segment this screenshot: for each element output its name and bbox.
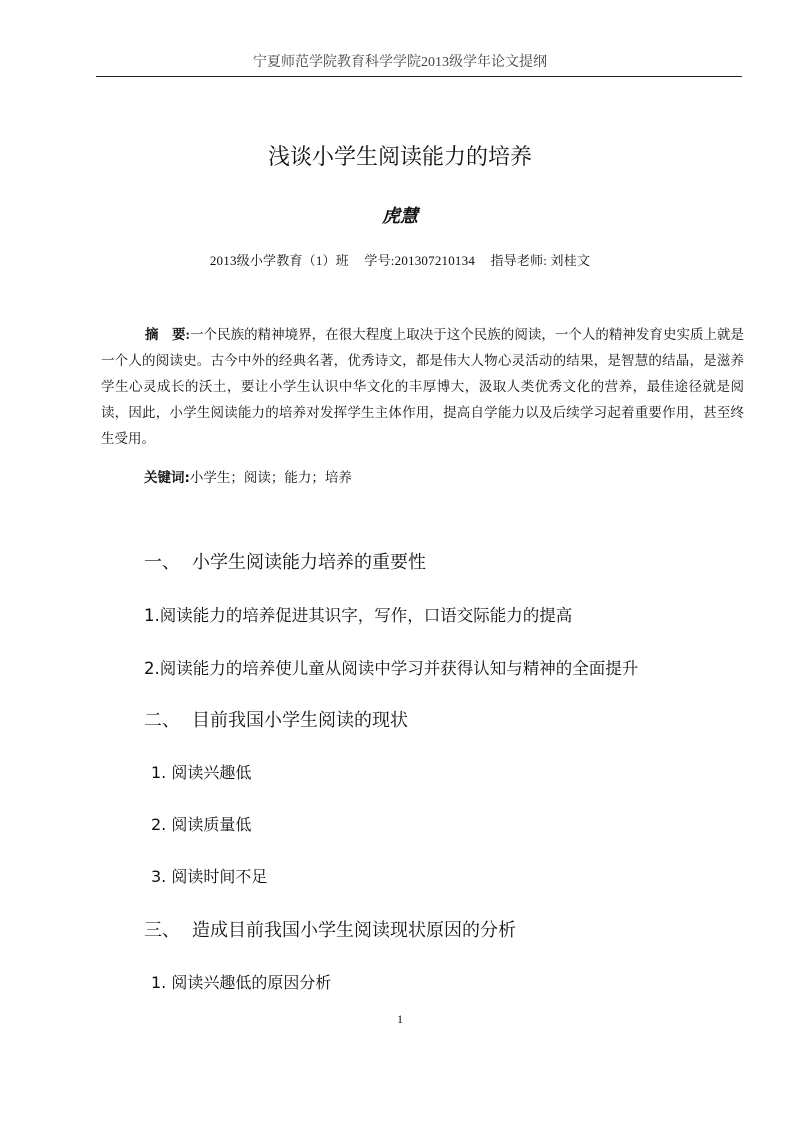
class-info: 2013级小学教育（1）班 [209, 253, 349, 268]
keywords-text: 小学生；阅读；能力；培养 [189, 470, 352, 485]
outline-item: 2.阅读能力的培养使儿童从阅读中学习并获得认知与精神的全面提升 [144, 659, 639, 678]
running-header: 宁夏师范学院教育科学学院2013级学年论文提纲 [253, 55, 547, 70]
section-number: 二、 [144, 710, 180, 731]
section-heading [144, 548, 426, 574]
outline-item: 3. 阅读时间不足 [151, 867, 268, 886]
section-number: 一、 [144, 552, 180, 573]
section-title: 小学生阅读能力培养的重要性 [192, 552, 426, 573]
section-heading [144, 916, 516, 942]
section-title: 造成目前我国小学生阅读现状原因的分析 [192, 920, 516, 941]
keywords-label: 关键词: [144, 470, 190, 486]
author-name: 虎慧 [382, 206, 418, 227]
advisor-info: 指导老师: 刘桂文 [490, 253, 591, 268]
section-title: 目前我国小学生阅读的现状 [192, 710, 408, 731]
page-number: 1 [397, 1012, 403, 1026]
abstract-label: 摘 要: [145, 327, 191, 342]
outline-item: 1. 阅读兴趣低的原因分析 [151, 973, 332, 992]
abstract-text: 一个民族的精神境界，在很大程度上取决于这个民族的阅读，一个人的精神发育史实质上就是一个人的阅读史。古今中外的经典名著，优秀诗文，都是伟大人物心灵活动的结果，是智慧的结晶，是滋养学生心灵成长的沃土，要让小学生认识中华文化的丰厚博大，汲取人类优秀文化的营养，最佳途径就是阅读，因此，小学生阅读能力的培养对发挥学生主体作用，提高自学能力以及后续学习起着重要作用，甚至终生受用。 [101, 327, 744, 446]
outline-item: 1. 阅读兴趣低 [151, 763, 252, 782]
abstract [101, 322, 744, 452]
outline-item: 2. 阅读质量低 [151, 815, 252, 834]
section-number: 三、 [144, 920, 180, 941]
section-heading [144, 706, 408, 732]
paper-title: 浅谈小学生阅读能力的培养 [267, 145, 532, 170]
student-id: 学号:201307210134 [364, 253, 476, 268]
author-meta [0, 250, 800, 269]
outline-item: 1.阅读能力的培养促进其识字，写作，口语交际能力的提高 [144, 606, 573, 625]
header-rule [96, 76, 742, 77]
keywords [144, 466, 352, 486]
